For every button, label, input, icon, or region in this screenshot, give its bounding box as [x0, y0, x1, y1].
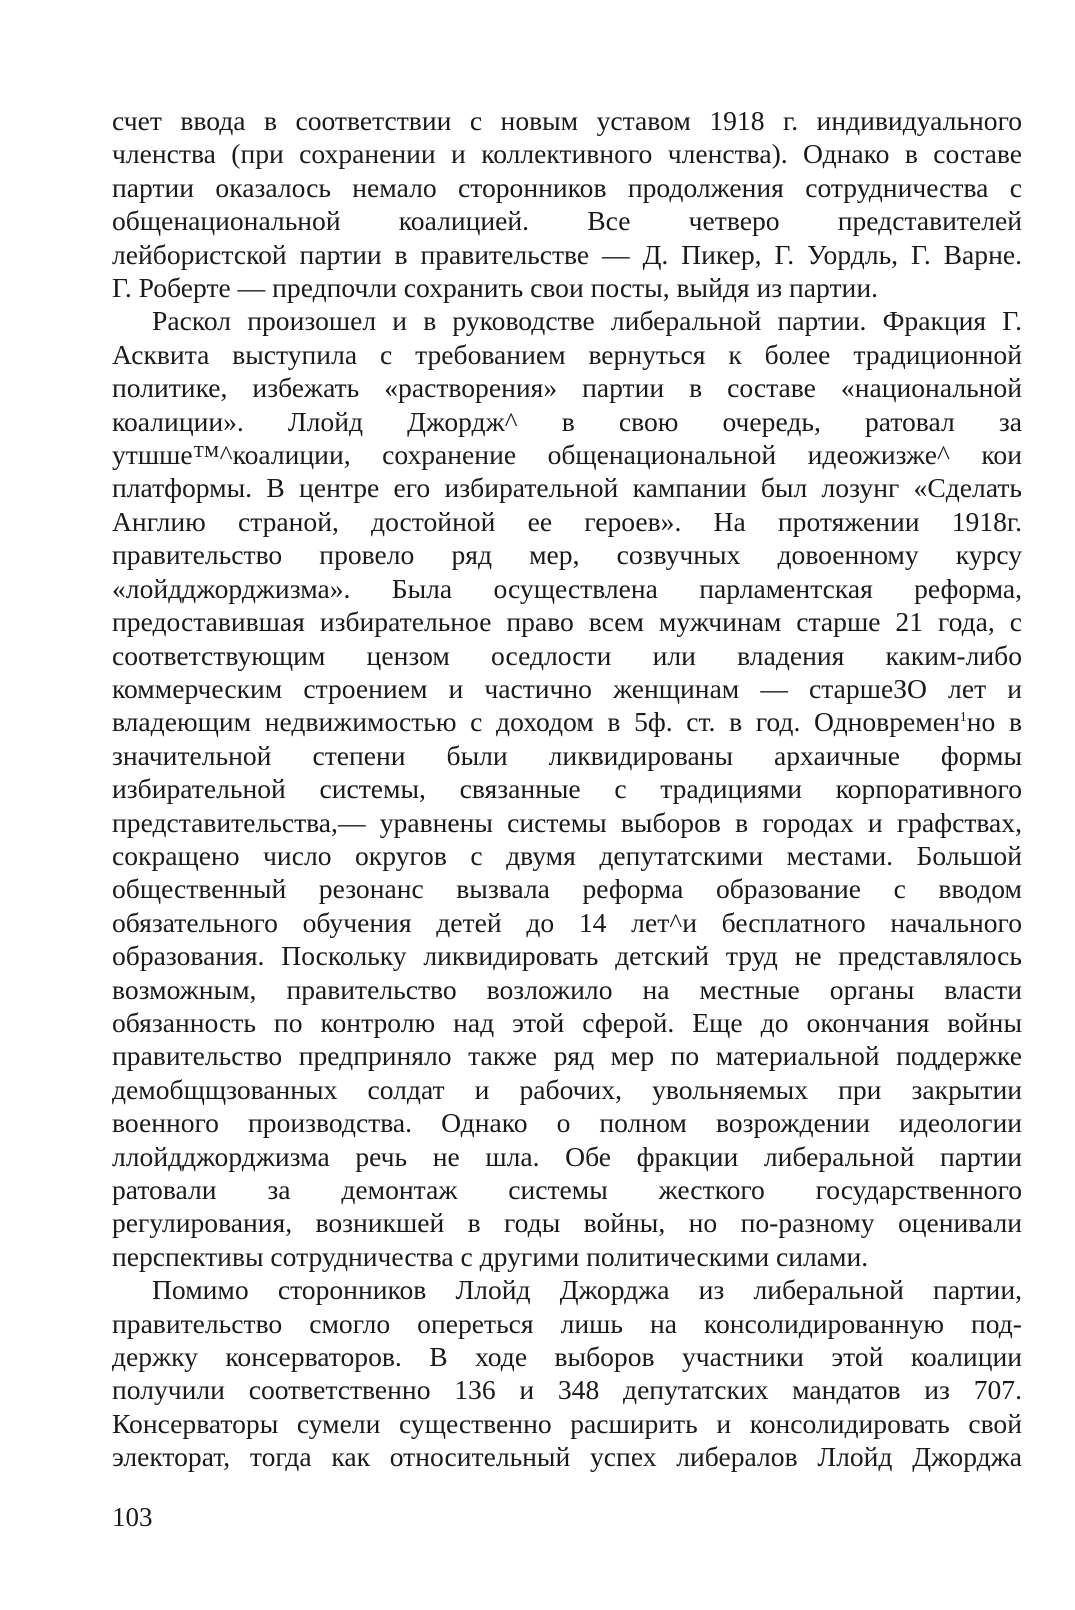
text-line: представительства,— уравнены системы выборов в городах и графствах, — [112, 806, 1022, 838]
text-line: ллойдджорджизма речь не шла. Обе фракции либеральной партии — [112, 1140, 1022, 1172]
text-line-with-superscript: владеющим недвижимостью с доходом в 5ф. ст. в год. Одновремен$^1$но в — [112, 706, 1022, 738]
text-line: значительной степени были ликвидированы архаичные формы — [112, 739, 1022, 771]
text-line: правительство провело ряд мер, созвучных довоенному курсу — [112, 539, 1022, 571]
text-line: регулирования, возникшей в годы войны, но по-разному оценивали — [112, 1207, 1022, 1239]
footnote-marker: 1 — [959, 710, 967, 726]
text-line: электорат, тогда как относительный успех либералов Ллойд Джорджа — [112, 1441, 1022, 1473]
text-line: счет ввода в соответствии с новым уставом 1918 г. индивидуального — [112, 105, 1022, 136]
text-line: обязанность по контролю над этой сферой. Еще до окончания войны — [112, 1006, 1022, 1038]
paragraph-2 — [112, 304, 1022, 1273]
text-line: обязательного обучения детей до 14 лет^и бесплатного начального — [112, 906, 1022, 938]
text-line: партии оказалось немало сторонников продолжения сотрудничества с — [112, 171, 1022, 203]
text-line: утшше™^коалиции, сохранение общенациональной идеожизже^ кои — [112, 439, 1022, 471]
text-line: военного производства. Однако о полном возрождении идеологии — [112, 1107, 1022, 1139]
text-line: получили соответственно 136 и 348 депутатских мандатов из 707. — [112, 1374, 1022, 1406]
text-line: Г. Роберте — предпочли сохранить свои посты, выйдя из партии. — [112, 272, 878, 304]
text-line: предоставившая избирательное право всем мужчинам старше 21 года, с — [112, 606, 1022, 638]
text-line: коалиции». Ллойд Джордж^ в свою очередь, ратовал за — [112, 405, 1022, 437]
text-line: правительство смогло опереться лишь на консолидированную под- — [112, 1307, 1022, 1339]
text-line: ратовали за демонтаж системы жесткого государственного — [112, 1174, 1022, 1205]
text-line: Асквита выступила с требованием вернуться к более традиционной — [112, 338, 1022, 370]
text-line: сокращено число округов с двумя депутатскими местами. Большой — [112, 839, 1022, 871]
text-line: перспективы сотрудничества с другими политическими силами. — [112, 1240, 869, 1272]
text-line: возможным, правительство возложило на местные органы власти — [112, 973, 1022, 1005]
text-line: политике, избежать «растворения» партии в составе «национальной — [112, 372, 1022, 404]
text-line: лейбористской партии в правительстве — Д. Пикер, Г. Уордль, Г. Варне. — [112, 238, 1022, 270]
paragraph-1 — [112, 104, 1022, 304]
page-body — [112, 104, 1022, 1474]
text-line: Помимо сторонников Ллойд Джорджа из либеральной партии, — [152, 1274, 1022, 1306]
text-line: правительство предприняло также ряд мер по материальной поддержке — [112, 1040, 1022, 1072]
text-line: Раскол произошел и в руководстве либеральной партии. Фракция Г. — [152, 305, 1022, 337]
text-line: коммерческим строением и частично женщинам — старшеЗО лет и — [112, 672, 1022, 704]
text-line: Консерваторы сумели существенно расширить и консолидировать свой — [112, 1407, 1022, 1439]
text-line: Англию страной, достойной ее героев». На протяжении 1918г. — [112, 505, 1022, 537]
text-line: «лойдджорджизма». Была осуществлена парламентская реформа, — [112, 572, 1022, 604]
text-line: демобщщзованных солдат и рабочих, увольняемых при закрытии — [112, 1073, 1022, 1105]
text-line: соответствующим цензом оседлости или владения каким-либо — [112, 639, 1022, 671]
text-line: общенациональной коалицией. Все четверо представителей — [112, 205, 1022, 237]
text-line: держку консерваторов. В ходе выборов участники этой коалиции — [112, 1341, 1022, 1373]
text-line: образования. Поскольку ликвидировать детский труд не представлялось — [112, 940, 1022, 972]
paragraph-3 — [112, 1273, 1022, 1473]
text-line: членства (при сохранении и коллективного членства). Однако в составе — [112, 138, 1022, 170]
text-line: общественный резонанс вызвала реформа образование с вводом — [112, 873, 1022, 905]
text-line: платформы. В центре его избирательной кампании был лозунг «Сделать — [112, 472, 1022, 504]
text-line: избирательной системы, связанные с традициями корпоративного — [112, 773, 1022, 805]
page-number: 103 — [112, 1502, 153, 1532]
